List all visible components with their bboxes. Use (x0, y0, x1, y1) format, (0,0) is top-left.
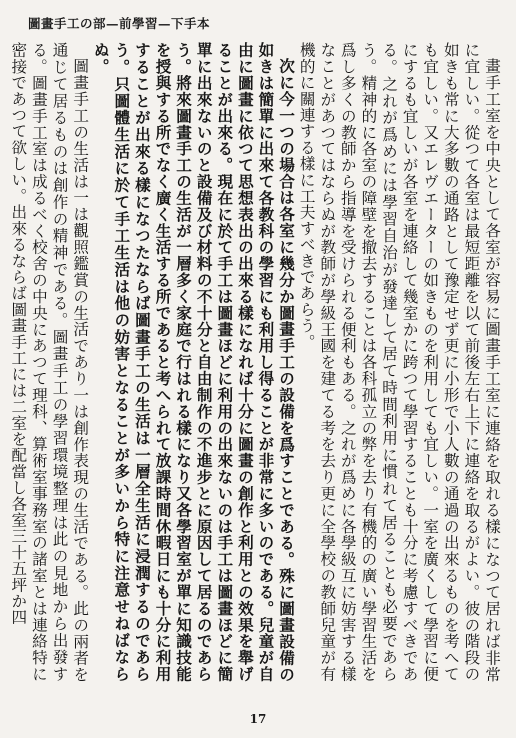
body-text (9, 42, 502, 682)
paragraph: 畫手工室を中央として各室が容易に圖畫手工室に連絡を取れる樣になつて居れば非常に宜しい。從つて各室は最短距離を以て前後左右上下に連絡を取るがよい。彼の階段の如きも常に大多數の通路として豫定せず更に小形で小人數の通過の出來るものを考へても宜しい。又エレヴエーターの如きものを利用しても宜しい。一室を廣くして學習に便にするも宜しいが各室を連絡して幾室かに跨つて學習することも十分に考慮すべきである。之れが爲めには學習自治が發達して居て時間利用に慣れて居ることも必要であらう。精神的に各室の障壁を撤去することは各科孤立の弊を去り有機的の廣い學習生活を爲し多くの教師から指導を受けられる便利もある。之れが爲めに各學級互に妨害する樣なことがあつてはならぬが教師が學級王國を建てる考を去り更に全學校の教師兒童が有機的に關連する樣に工夫すべきであらう。 (297, 42, 501, 682)
paragraph: 圖畫手工の生活は一は觀照鑑賞の生活であり一は創作表現の生活である。此の兩者を通じて居るものは創作の精神である。圖畫手工の學習環境整理は此の見地から出發する。圖畫手工室は成るべく校舍の中央にあつて理科、算術室事務室の諸室とは連絡特に密接であつて欲しい。出來るならば圖畫手工には二室を配當し各室三十五坪か四 (9, 42, 90, 682)
page-number: 17 (249, 712, 267, 726)
running-header: 圖畫手工の部—前學習—下手本 (28, 16, 211, 31)
paragraph: 次に今一つの場合は各室に幾分か圖畫手工の設備を爲すことである。殊に圖畫設備の如きは簡單に出來て各教科の學習にも利用し得ることが非常に多いのである。兒童が自由に圖畫に依つて思想表出の出來る樣になれば十分に圖畫の創作と利用との效果を舉げることが出來る。現在に於て手工は圖畫ほどに利用の出來ないのは手工は圖畫ほどに簡單に出來ないのと設備及び材料の不十分と自由制作の不進步とに原因して居るのであらう。將來圖畫手工の生活が一層多く家庭で行はれる樣になり又各學習室が單に知識技能を授與する所でなく廣く生活する所であると考へられて放課時間休暇日にも十分に利用することが出來る樣になつたならば圖畫手工の生活は一層全生活に浸潤するのであらう。只圖體生活に於て手工生活は他の妨害となることが多いから特に注意せねばならぬ。 (91, 42, 297, 682)
